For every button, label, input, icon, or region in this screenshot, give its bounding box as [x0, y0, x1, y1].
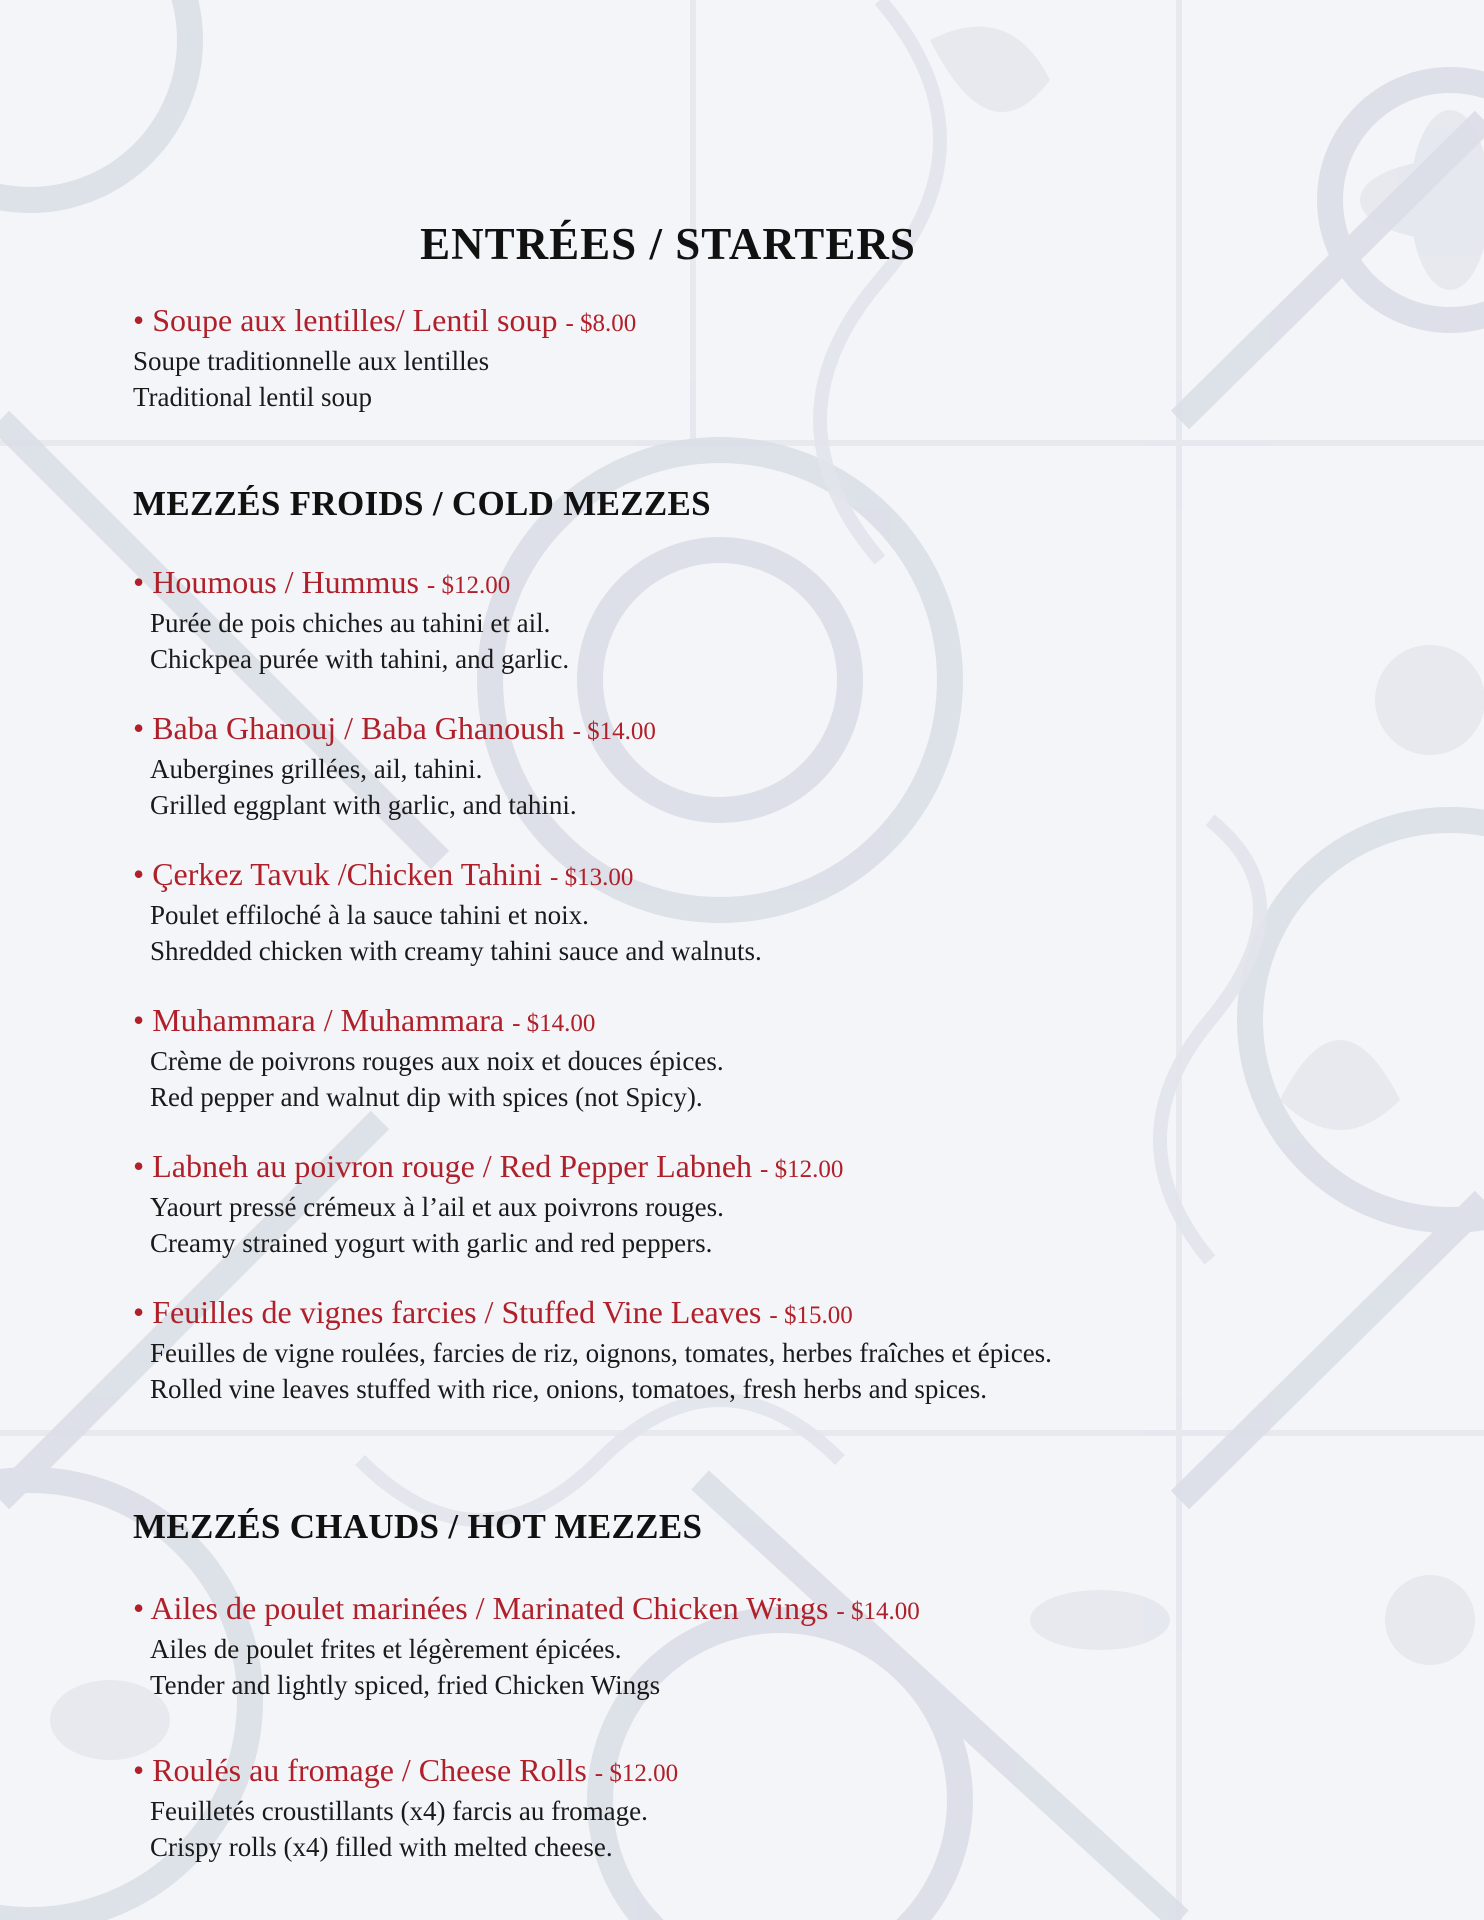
bullet: •: [133, 1294, 145, 1330]
item-desc-en: Shredded chicken with creamy tahini sauce and walnuts.: [150, 936, 762, 966]
item-desc-fr: Feuilles de vigne roulées, farcies de riz, oignons, tomates, herbes fraîches et épices.: [150, 1338, 1052, 1368]
item-desc-fr: Soupe traditionnelle aux lentilles: [133, 346, 490, 376]
item-price: - $13.00: [550, 864, 634, 891]
item-name: Houmous / Hummus: [152, 564, 419, 600]
item-desc-fr: Crème de poivrons rouges aux noix et douces épices.: [150, 1046, 724, 1076]
item-price: - $14.00: [512, 1010, 596, 1037]
item-desc-en: Tender and lightly spiced, fried Chicken Wings: [150, 1670, 661, 1700]
item-name: Feuilles de vignes farcies / Stuffed Vine Leaves: [152, 1294, 762, 1330]
bullet: •: [133, 1148, 145, 1184]
bullet: •: [133, 302, 145, 338]
item-price: - $8.00: [565, 310, 637, 337]
item-name: Soupe aux lentilles/ Lentil soup: [152, 302, 558, 338]
menu-item-stuffed-vine-leaves: [133, 1293, 1052, 1407]
menu-item-chicken-tahini: [133, 855, 762, 969]
item-desc-en: Creamy strained yogurt with garlic and red peppers.: [150, 1228, 713, 1258]
menu-item-cheese-rolls: [133, 1751, 678, 1865]
bullet: •: [133, 564, 145, 600]
item-price: - $14.00: [572, 718, 656, 745]
menu-item-baba-ghanoush: [133, 709, 656, 823]
bullet: •: [133, 856, 145, 892]
item-desc-fr: Feuilletés croustillants (x4) farcis au fromage.: [150, 1796, 648, 1826]
menu-item-muhammara: [133, 1001, 724, 1115]
item-desc-fr: Ailes de poulet frites et légèrement épicées.: [150, 1634, 622, 1664]
section-title-cold-mezzes: MEZZÉS FROIDS / COLD MEZZES: [133, 484, 711, 523]
item-price: - $14.00: [836, 1598, 920, 1625]
item-desc-fr: Yaourt pressé crémeux à l’ail et aux poivrons rouges.: [150, 1192, 724, 1222]
item-desc-en: Red pepper and walnut dip with spices (not Spicy).: [150, 1082, 703, 1112]
bullet: •: [133, 710, 145, 746]
item-desc-en: Chickpea purée with tahini, and garlic.: [150, 644, 570, 674]
bullet: •: [133, 1002, 145, 1038]
item-price: - $12.00: [760, 1156, 844, 1183]
item-desc-fr: Purée de pois chiches au tahini et ail.: [150, 608, 551, 638]
menu-item-chicken-wings: [133, 1589, 920, 1703]
item-name: Ailes de poulet marinées / Marinated Chicken Wings: [150, 1590, 829, 1626]
menu-item-red-pepper-labneh: [133, 1147, 843, 1261]
item-name: Muhammara / Muhammara: [152, 1002, 505, 1038]
section-title-hot-mezzes: MEZZÉS CHAUDS / HOT MEZZES: [133, 1507, 703, 1546]
item-price: - $12.00: [426, 572, 511, 599]
item-price: - $15.00: [769, 1302, 853, 1329]
item-desc-fr: Poulet effiloché à la sauce tahini et noix.: [150, 900, 589, 930]
item-desc-en: Crispy rolls (x4) filled with melted cheese.: [150, 1832, 613, 1862]
item-price: - $12.00: [594, 1760, 679, 1787]
item-name: Labneh au poivron rouge / Red Pepper Labneh: [152, 1148, 753, 1184]
item-desc-fr: Aubergines grillées, ail, tahini.: [150, 754, 483, 784]
menu-item-hummus: [133, 563, 569, 677]
item-name: Çerkez Tavuk /Chicken Tahini: [152, 856, 542, 892]
bullet: •: [133, 1590, 145, 1626]
item-desc-en: Grilled eggplant with garlic, and tahini.: [150, 790, 577, 820]
item-desc-en: Rolled vine leaves stuffed with rice, onions, tomatoes, fresh herbs and spices.: [150, 1374, 988, 1404]
item-name: Baba Ghanouj / Baba Ghanoush: [152, 710, 565, 746]
item-name: Roulés au fromage / Cheese Rolls: [152, 1752, 587, 1788]
bullet: •: [133, 1752, 145, 1788]
menu-item-lentil-soup: [133, 301, 636, 415]
page-title: ENTRÉES / STARTERS: [420, 219, 916, 269]
item-desc-en: Traditional lentil soup: [133, 382, 373, 412]
